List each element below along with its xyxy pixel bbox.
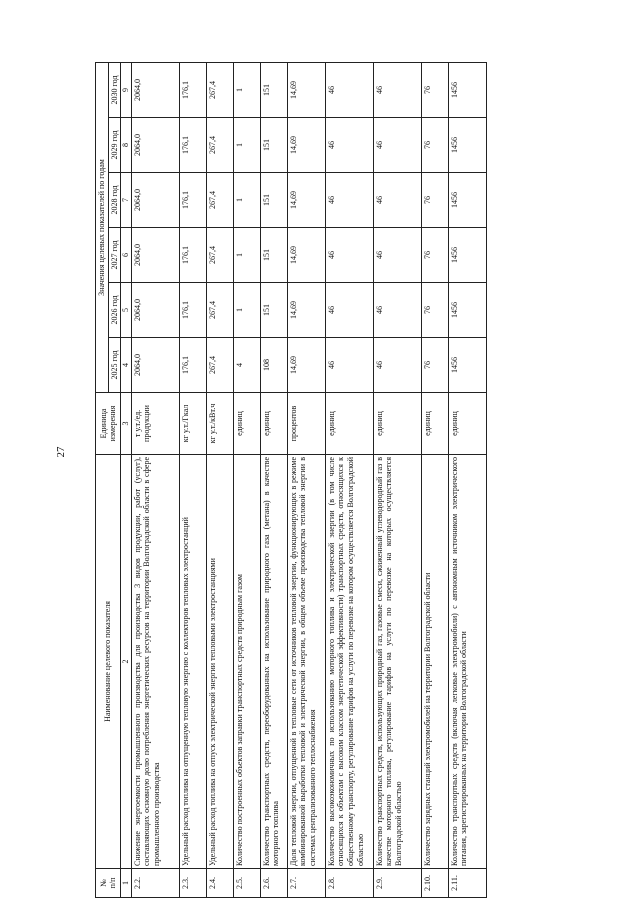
- header-year: 2030 год: [108, 63, 121, 118]
- table-row: [448, 63, 486, 898]
- value-cell: 76: [421, 63, 448, 118]
- column-index: 7: [121, 173, 132, 228]
- header-year: 2028 год: [108, 173, 121, 228]
- column-index: 9: [121, 63, 132, 118]
- header-year: 2026 год: [108, 283, 121, 338]
- value-cell: 46: [373, 338, 421, 393]
- value-cell: 151: [260, 173, 287, 228]
- value-cell: 46: [325, 118, 373, 173]
- indicator-name: Снижение энергоемкости промышленного производства для производства 3 видов продукции, работ (услуг), составляющих основную долю потребления энергетических ресурсов на территории Волгоградской области в сфере промышленного производства: [131, 455, 179, 869]
- value-cell: 14,69: [287, 228, 325, 283]
- row-number: 2.8.: [325, 869, 373, 898]
- value-cell: 46: [325, 338, 373, 393]
- indicator-name: Доля тепловой энергии, отпущенной в тепловые сети от источников тепловой энергии, функционирующих в режиме комбинированной выработки тепловой и электрической энергии, в общем объеме производства тепловой энергии в системах централизованного теплоснабжения: [287, 455, 325, 869]
- indicator-name: Количество зарядных станций электромобилей на территории Волгоградской области: [421, 455, 448, 869]
- value-cell: 176,1: [179, 118, 206, 173]
- value-cell: 176,1: [179, 228, 206, 283]
- unit-cell: процентов: [287, 393, 325, 455]
- value-cell: 46: [325, 173, 373, 228]
- value-cell: 267,4: [206, 283, 233, 338]
- value-cell: 46: [373, 283, 421, 338]
- rotated-table-area: [95, 63, 590, 898]
- value-cell: 1: [233, 173, 260, 228]
- value-cell: 14,69: [287, 283, 325, 338]
- unit-cell: кг у.т./Гкал: [179, 393, 206, 455]
- value-cell: 176,1: [179, 173, 206, 228]
- table-row: [421, 63, 448, 898]
- value-cell: 267,4: [206, 338, 233, 393]
- value-cell: 46: [373, 118, 421, 173]
- table-row: [260, 63, 287, 898]
- column-index: 3: [121, 393, 132, 455]
- unit-cell: единиц: [373, 393, 421, 455]
- value-cell: 2064,0: [131, 173, 179, 228]
- row-number: 2.2.: [131, 869, 179, 898]
- value-cell: 1: [233, 63, 260, 118]
- value-cell: 14,69: [287, 63, 325, 118]
- row-number: 2.4.: [206, 869, 233, 898]
- table-row: [131, 63, 179, 898]
- row-number: 2.6.: [260, 869, 287, 898]
- value-cell: 1456: [448, 338, 486, 393]
- value-cell: 46: [325, 283, 373, 338]
- unit-cell: единиц: [325, 393, 373, 455]
- column-index: 1: [121, 869, 132, 898]
- page-number: 27: [55, 446, 67, 458]
- value-cell: 2064,0: [131, 228, 179, 283]
- column-index: 5: [121, 283, 132, 338]
- unit-cell: т у.т./ед. продукции: [131, 393, 179, 455]
- value-cell: 76: [421, 338, 448, 393]
- indicator-name: Количество высокоэкономичных по использованию моторного топлива и электрической энергии (в том числе относящихся к объектам с высоким классом энергетической эффективности) транспортных средств, относящихся к общественному транспорту, регулирование тарифов на услуги по перевозке на котором осуществляется Волгоградской областью: [325, 455, 373, 869]
- unit-cell: единиц: [233, 393, 260, 455]
- indicator-name: Удельный расход топлива на отпущенную тепловую энергию с коллекторов тепловых электростанций: [179, 455, 206, 869]
- value-cell: 267,4: [206, 63, 233, 118]
- row-number: 2.5.: [233, 869, 260, 898]
- table-row: [206, 63, 233, 898]
- header-name: Наименование целевого показателя: [96, 455, 121, 869]
- indicator-name: Количество построенных объектов заправки транспортных средств природным газом: [233, 455, 260, 869]
- unit-cell: кг у.т./кВт.ч: [206, 393, 233, 455]
- header-year: 2027 год: [108, 228, 121, 283]
- value-cell: 1456: [448, 283, 486, 338]
- indicator-name: Количество транспортных средств, переоборудованных на использование природного газа (метана) в качестве моторного топлива: [260, 455, 287, 869]
- value-cell: 1: [233, 283, 260, 338]
- table-row: [287, 63, 325, 898]
- value-cell: 2064,0: [131, 63, 179, 118]
- value-cell: 176,1: [179, 338, 206, 393]
- column-index: 6: [121, 228, 132, 283]
- value-cell: 176,1: [179, 283, 206, 338]
- row-number: 2.3.: [179, 869, 206, 898]
- unit-cell: единиц: [260, 393, 287, 455]
- value-cell: 267,4: [206, 118, 233, 173]
- indicators-table: [95, 62, 487, 898]
- column-index: 4: [121, 338, 132, 393]
- row-number: 2.9.: [373, 869, 421, 898]
- table-row: [325, 63, 373, 898]
- value-cell: 76: [421, 228, 448, 283]
- value-cell: 1456: [448, 118, 486, 173]
- table-row: [373, 63, 421, 898]
- header-values: Значения целевых показателей по годам: [96, 63, 109, 393]
- header-num: № п/п: [96, 869, 121, 898]
- value-cell: 76: [421, 173, 448, 228]
- value-cell: 108: [260, 338, 287, 393]
- unit-cell: единиц: [421, 393, 448, 455]
- indicator-name: Количество транспортных средств (включая легковые электромобили) с автономным источником электрического питания, зарегистрированных на территории Волгоградской области: [448, 455, 486, 869]
- value-cell: 46: [325, 63, 373, 118]
- column-index: 2: [121, 455, 132, 869]
- value-cell: 1456: [448, 228, 486, 283]
- value-cell: 46: [373, 63, 421, 118]
- value-cell: 2064,0: [131, 283, 179, 338]
- row-number: 2.10.: [421, 869, 448, 898]
- value-cell: 14,69: [287, 118, 325, 173]
- value-cell: 267,4: [206, 228, 233, 283]
- value-cell: 46: [373, 228, 421, 283]
- column-index: 8: [121, 118, 132, 173]
- header-unit: Единица измерения: [96, 393, 121, 455]
- value-cell: 46: [325, 228, 373, 283]
- value-cell: 176,1: [179, 63, 206, 118]
- value-cell: 2064,0: [131, 338, 179, 393]
- value-cell: 1456: [448, 173, 486, 228]
- value-cell: 151: [260, 63, 287, 118]
- value-cell: 46: [373, 173, 421, 228]
- value-cell: 151: [260, 228, 287, 283]
- value-cell: 151: [260, 118, 287, 173]
- unit-cell: единиц: [448, 393, 486, 455]
- table-row: [233, 63, 260, 898]
- table-row: [179, 63, 206, 898]
- indicator-name: Количество транспортных средств, использующих природный газ, газовые смеси, сжиженный углеводородный газ в качестве моторного топлива, регулирование тарифов на услуги по перевозке на которых осуществляется Волгоградской областью: [373, 455, 421, 869]
- value-cell: 1456: [448, 63, 486, 118]
- value-cell: 1: [233, 228, 260, 283]
- header-year: 2025 год: [108, 338, 121, 393]
- value-cell: 2064,0: [131, 118, 179, 173]
- value-cell: 14,69: [287, 338, 325, 393]
- value-cell: 151: [260, 283, 287, 338]
- indicator-name: Удельный расход топлива на отпуск электрической энергии тепловыми электростанциями: [206, 455, 233, 869]
- value-cell: 76: [421, 283, 448, 338]
- value-cell: 14,69: [287, 173, 325, 228]
- value-cell: 76: [421, 118, 448, 173]
- value-cell: 267,4: [206, 173, 233, 228]
- row-number: 2.7.: [287, 869, 325, 898]
- value-cell: 1: [233, 118, 260, 173]
- value-cell: 4: [233, 338, 260, 393]
- header-year: 2029 год: [108, 118, 121, 173]
- row-number: 2.11.: [448, 869, 486, 898]
